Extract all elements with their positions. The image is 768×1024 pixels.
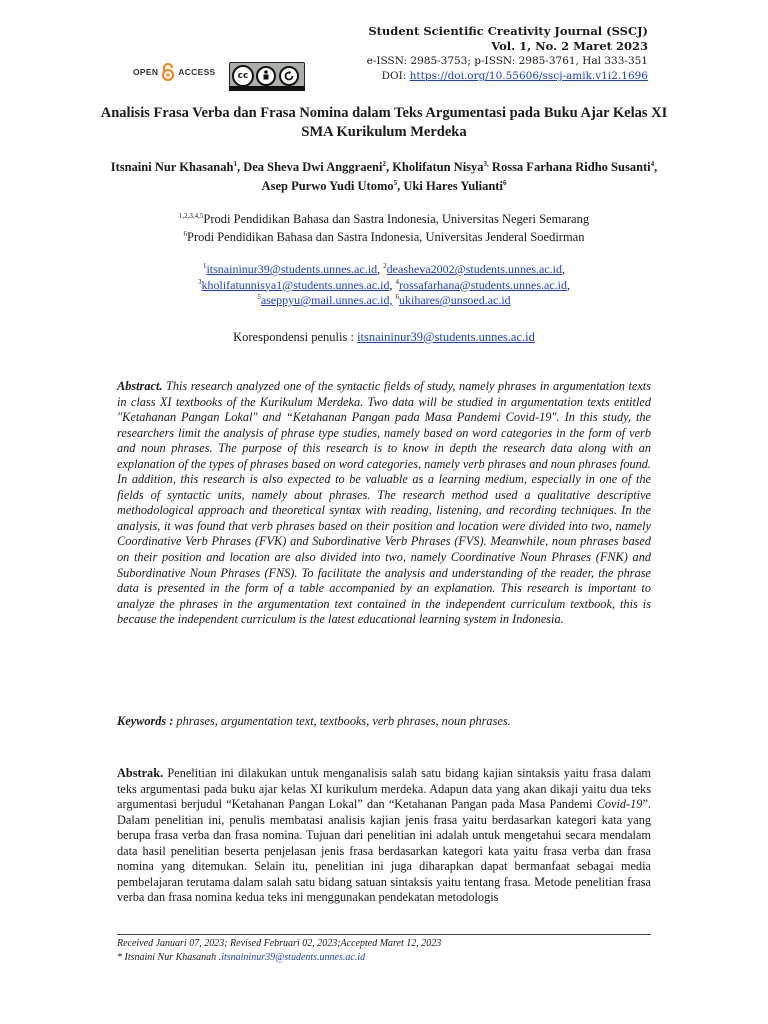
keywords [117,714,651,729]
email-line: $^3$kholifatunnisya1@students.unnes.ac.id, $^4$rossafarhana@students.unnes.ac.id, [197,277,571,292]
page-header [0,0,768,100]
journal-doi [367,69,648,84]
correspondence [100,330,668,345]
author-superscript: 6 [502,178,507,187]
author-name: Dea Sheva Dwi Anggraeni [243,160,383,174]
author-name: Kholifatun Nisya [392,160,484,174]
author-emails [100,262,668,309]
keywords-text: phrases, argumentation text, textbooks, verb phrases, noun phrases. [173,714,511,728]
abstrak-body-1: Penelitian ini dilakukan untuk menganalisis salah satu bidang kajian sintaksis yaitu frasa dalam teks argumentasi pada buku ajar kelas XI kurikulum merdeka. Adapun data yang akan dikaji yaitu dua teks argumentasi berjudul “Ketahanan Pangan Lokal” dan “Ketahanan Pangan pada Masa Pandemi [117,766,651,812]
doi-label: DOI: [381,70,410,82]
author-superscript: 4 [650,159,655,168]
abstract-indonesian [117,766,651,906]
affiliation-line [100,210,668,228]
journal-name: Student Scientific Creativity Journal (SSCJ) [368,24,648,38]
author-superscript: 3, [483,159,489,168]
journal-issn: e-ISSN: 2985-3753; p-ISSN: 2985-3761, Hal 333-351 [366,55,648,67]
page-footer [117,937,651,965]
author-superscript: 1 [233,159,237,168]
abstract-english [117,379,651,628]
correspondence-label: Korespondensi penulis : [233,330,358,344]
journal-info [367,24,648,84]
received-dates: Received Januari 07, 2023; Revised Februari 02, 2023;Accepted Maret 12, 2023 [117,938,442,949]
corresponding-author [117,951,651,965]
author-name: Uki Hares Yulianti [403,179,503,193]
corresponding-author-name: * Itsnaini Nur Khasanah . [117,952,222,963]
affiliation-superscript: 6 [183,229,187,238]
email-link[interactable]: itsnaininur39@students.unnes.ac.id [206,262,378,276]
open-access-logo [133,62,216,82]
abstract-label: Abstract. [117,379,163,393]
author-name: Itsnaini Nur Khasanah [110,160,234,174]
author-name: Rossa Farhana Ridho Susanti [491,160,651,174]
affiliations [100,210,668,246]
author-superscript: 2 [382,159,386,168]
by-icon [256,66,276,86]
affiliation-text: Prodi Pendidikan Bahasa dan Sastra Indonesia, Universitas Negeri Semarang [203,212,590,226]
affiliation-superscript: 1,2,3,4,5 [178,211,204,220]
author-name: Asep Purwo Yudi Utomo [261,179,394,193]
open-access-label-left: OPEN [133,67,159,77]
abstrak-body-2: ”. Dalam penelitian ini, penulis membatasi analisis kajian jenis frasa yaitu berdasarkan kategori kata yang berupa frasa verba dan frasa nomina. Tujuan dari penelitian ini adalah untuk mengetahui secara mendalam data hasil penelitian beserta penjelasan jenis frasa berdasarkan kategori kata yaitu frasa verba dan frasa nomina yang ditemukan. Selain itu, penelitian ini juga diharapkan dapat bermanfaat sebagai media pembelajaran terutama dalam salah satu bidang satuan sintaksis yaitu tentang frasa. Metode penelitian frasa verba dan frasa nomina kedua teks ini menggunakan pendekatan metodologis [117,797,651,905]
sa-icon [279,66,299,86]
abstrak-italic: Covid-19 [596,797,643,812]
corresponding-author-email[interactable]: itsnaininur39@students.unnes.ac.id [221,952,366,963]
email-link[interactable]: ukihares@unsoed.ac.id [399,293,511,307]
email-line: $^5$aseppyu@mail.unnes.ac.id, $^6$ukihares@unsoed.ac.id [257,293,511,307]
email-line: $^1$itsnaininur39@students.unnes.ac.id, $^2$deasheva2002@students.unnes.ac.id, [202,262,566,276]
abstrak-label: Abstrak. [117,766,164,780]
paper-title: Analisis Frasa Verba dan Frasa Nomina dalam Teks Argumentasi pada Buku Ajar Kelas XI SMA Kurikulum Merdeka [100,105,668,140]
cc-icon: cc [232,65,254,87]
email-link[interactable]: deasheva2002@students.unnes.ac.id [386,262,563,276]
email-link[interactable]: aseppyu@mail.unnes.ac.id, [260,293,393,307]
author-list: Itsnaini Nur Khasanah$^1$, Dea Sheva Dwi Anggraeni$^2$, Kholifatun Nisya$^{3,}$ Rossa Farhana Ridho Susanti$^4$, Asep Purwo Yudi Utomo$^5$, Uki Hares Yulianti$^6$ [110,159,658,193]
keywords-label: Keywords : [117,714,174,728]
journal-volume: Vol. 1, No. 2 Maret 2023 [491,39,648,53]
correspondence-email-link[interactable]: itsnaininur39@students.unnes.ac.id [357,330,535,344]
affiliation-text: Prodi Pendidikan Bahasa dan Sastra Indonesia, Universitas Jenderal Soedirman [187,230,585,244]
email-link[interactable]: kholifatunnisya1@students.unnes.ac.id [201,277,390,292]
footer-divider [117,934,651,935]
doi-link[interactable]: https://doi.org/10.55606/sscj-amik.v1i2.1696 [409,70,648,82]
creative-commons-by-sa-icon [229,62,305,89]
abstract-body: This research analyzed one of the syntactic fields of study, namely phrases in argumentation texts in class XI textbooks of the Kurikulum Merdeka. Two data will be studied in argumentation texts entitled "Ketahanan Pangan Lokal" and “Ketahanan Pangan pada Masa Pandemi Covid-19". In this study, the researchers limit the analysis of phrase type studies, namely based on word categories in the form of verb and noun phrases. The purpose of this research is to know in depth the research data along with an explanation of the types of phrases based on word categories, namely verb phrases and noun phrases found. In addition, this research is also expected to be valuable as a learning medium, especially in one of the fields of syntactic units, namely about phrases. The research method used a qualitative descriptive methodological approach and theoretical syntax with reading, listening, and recording techniques. In the analysis, it was found that verb phrases based on their position and location were divided into two, namely Coordinative Verb Phrases (FVK) and Subordinative Verb Phrases (FVS). Meanwhile, noun phrases based on their position and location are also divided into two, namely Coordinative Noun Phrases (FNK) and Subordinative Noun Phrases (FNS). To facilitate the analysis and understanding of the reader, the phrase data is presented in the form of a table accompanied by an explanation. This research is important to analyze the phrases in the argumentation text contained in the independent curriculum textbook, this is because the independent curriculum is the latest educational learning system in Indonesia. [117,379,651,627]
open-access-lock-icon [161,63,175,81]
affiliation-line [100,228,668,246]
email-link[interactable]: rossafarhana@students.unnes.ac.id [399,277,568,292]
author-superscript: 5 [393,178,398,187]
cc-badge-bar [229,86,305,91]
open-access-label-right: ACCESS [178,67,216,77]
